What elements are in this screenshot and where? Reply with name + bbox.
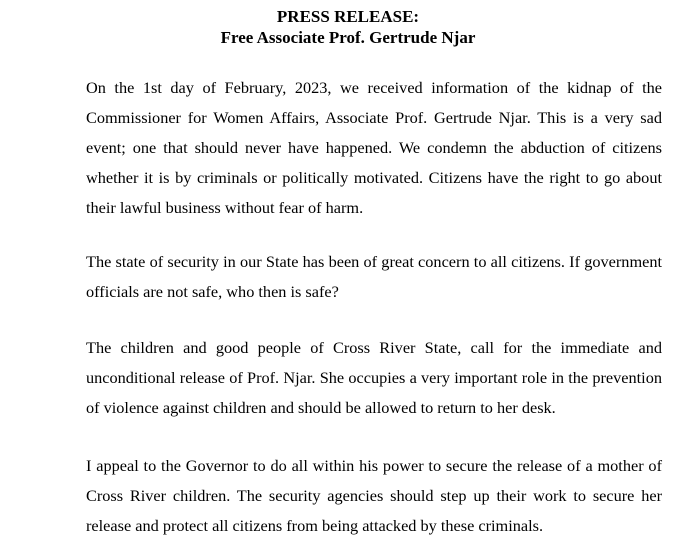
paragraph-kidnap-report: On the 1st day of February, 2023, we received information of the kidnap of the Commissioner for Women Affairs, Associate Prof. Gertrude Njar. This is a very sad event; one that should never have happened. We condemn the abduction of citizens whether it is by criminals or politically motivated. Citizens have the right to go about their lawful business without fear of harm. bbox=[86, 78, 662, 217]
document-title: PRESS RELEASE: bbox=[276, 7, 420, 26]
paragraph-call-for-release: The children and good people of Cross River State, call for the immediate and unconditional release of Prof. Njar. She occupies a very important role in the prevention of violence against children and should be allowed to return to her desk. bbox=[86, 338, 662, 417]
paragraph-security-concern: The state of security in our State has been of great concern to all citizens. If government officials are not safe, who then is safe? bbox=[86, 252, 662, 301]
document-subtitle: Free Associate Prof. Gertrude Njar bbox=[220, 28, 476, 47]
paragraph-appeal-to-governor: I appeal to the Governor to do all within his power to secure the release of a mother of Cross River children. The security agencies should step up their work to secure her release and protect all citizens from being attacked by these criminals. bbox=[86, 456, 662, 535]
